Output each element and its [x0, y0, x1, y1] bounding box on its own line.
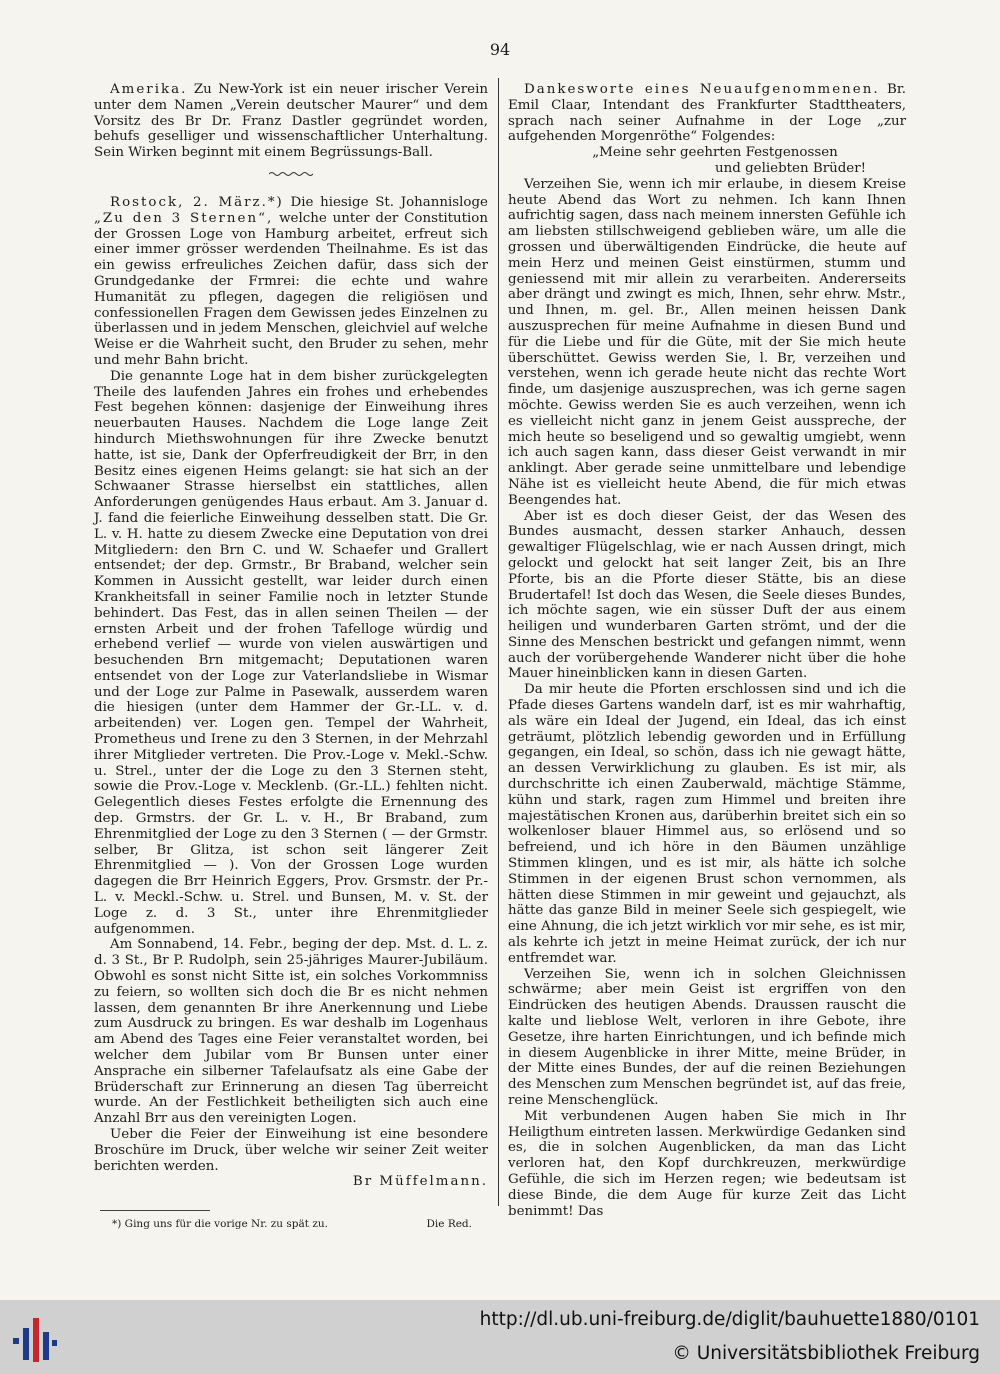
footnote-editor: Die Red. [426, 1218, 472, 1230]
library-footer [0, 1300, 1000, 1374]
article-text: Zu New-York ist ein neuer irischer Verein unter dem Namen „Verein deutscher Maurer“ und dem Vorsitz des Br Dr. Franz Dastler gegründet worden, behufs geselliger und wissenschaftlicher Unterhaltung. Sein Wirken beginnt mit einem Begrüssungs-Ball. [94, 82, 488, 161]
paragraph: Mit verbundenen Augen haben Sie mich in Ihr Heiligthum eintreten lassen. Merkwürdige Gedanken sind es, die in solchen Augenblicken, da man das Licht verloren hat, den Kopf durchkreuzen, merkwürdige Gefühle, die sich im Herzen regen; wie bedeutsam ist diese Binde, die dem Auge für kurze Zeit das Licht benimmt! Das [508, 1108, 906, 1219]
lodge-name: „Zu den 3 Sternen“, [94, 210, 274, 226]
page-number: 94 [489, 40, 511, 59]
paragraph: Aber ist es doch dieser Geist, der das Wesen des Bundes ausmacht, dessen starker Anhauch, dessen gewaltiger Flügelschlag, wie er nach Aussen dringt, mich gelockt und gelockt hat seit langer Zeit, bis an Ihre Pforte, bis an die Pforte dieser Stätte, bis an diese Brudertafel! Ist doch das Wesen, die Seele dieses Bundes, ich möchte sagen, wie ein süsser Duft der aus einem heiligen und wunderbaren Garten strömt, und der die Sinne des Menschen bestrickt und gefangen nimmt, wenn auch der vorübergehende Wanderer nicht über die hohe Mauer hineinblicken kann in diesen Garten. [508, 508, 906, 682]
paragraph: Ueber die Feier der Einweihung ist eine besondere Broschüre im Druck, über welche wir seiner Zeit weiter berichten werden. [94, 1127, 488, 1174]
footnote [112, 1218, 472, 1231]
signature [94, 1174, 488, 1190]
article-text: Br. Emil Claar, Intendant des Frankfurter Stadttheaters, sprach nach seiner Aufnahme in der Loge „zur aufgehenden Morgenröthe“ Folgendes: [508, 82, 907, 145]
paragraph: Am Sonnabend, 14. Febr., beging der dep. Mst. d. L. z. d. 3 St., Br P. Rudolph, sein 25-jähriges Maurer-Jubiläum. Obwohl es sonst nicht Sitte ist, ein solches Vorkommniss zu feiern, so wollten sich doch die Br es nicht nehmen lassen, dem genannten Br ihre Anerkennung und Liebe zum Ausdruck zu bringen. Es war deshalb im Logenhaus am Abend des Tages eine Feier veranstaltet worden, bei welcher dem Jubilar vom Br Bunsen unter einer Ansprache ein silberner Tafelaufsatz als eine Gabe der Brüderschaft zur Erinnerung an diesen Tag überreicht wurde. An der Festlichkeit betheiligten sich auch eine Anzahl Brr aus den vereinigten Logen. [94, 937, 488, 1127]
right-column [508, 82, 906, 1219]
permalink-url[interactable]: http://dl.ub.uni-freiburg.de/diglit/bauhuette1880/0101 [479, 1309, 980, 1330]
greeting-line: „Meine sehr geehrten Festgenossen [592, 145, 838, 161]
greeting-line: und geliebten Brüder! [715, 160, 866, 176]
article-heading: Amerika. [110, 82, 188, 97]
article-heading: Dankesworte eines Neuaufgenommenen. [524, 82, 880, 97]
paragraph: Verzeihen Sie, wenn ich mir erlaube, in diesem Kreise heute Abend das Wort zu nehmen. Ich kann Ihnen aufrichtig sagen, dass nach meinem innersten Gefühle ich am liebsten stillschweigend geblieben wäre, um alle die grossen und überwältigenden Eindrücke, die heute auf mein Herz und meinen Geist einstürmen, stumm und geniessend mit mir allein zu verarbeiten. Andererseits aber drängt und zwingt es mich, Ihnen, sehr ehrw. Mstr., und Ihnen, m. gel. Br., Allen meinen heissen Dank auszusprechen für meine Aufnahme in diesen Bund und für die Liebe und für die Güte, mit der Sie mich heute überschüttet. Gewiss werden Sie, l. Br, verzeihen und verstehen, wenn ich gerade heute nicht das rechte Wort finde, um dasjenige auszusprechen, was ich gerne sagen möchte. Gewiss werden Sie es auch verzeihen, wenn ich es vielleicht nicht ganz in jenem Geist ausspreche, der mich heute so beseligend und so gewaltig umgiebt, wenn ich auch sagen kann, dass dieser Geist verwandt in mir anklingt. Aber gerade seine unmittelbare und lebendige Nähe ist es vielleicht heute Abend, die für mich etwas Beengendes hat. [508, 176, 906, 508]
article-amerika [94, 82, 488, 161]
speech-intro [508, 82, 906, 145]
article-rostock-intro [94, 195, 488, 369]
copyright-notice: © Universitätsbibliothek Freiburg [672, 1343, 980, 1364]
ub-freiburg-logo-icon [10, 1314, 58, 1366]
section-divider-ornament [269, 171, 313, 177]
article-text: Die hiesige St. Johannisloge [290, 194, 488, 210]
paragraph: Verzeihen Sie, wenn ich in solchen Gleichnissen schwärme; aber mein Geist ist ergriffen von den Eindrücken des heutigen Abends. Draussen rauscht die kalte und lieblose Welt, verloren in ihre Gebote, ihre Gesetze, ihre harten Einrichtungen, und ich befinde mich in diesem Augenblicke in ihrer Mitte, meine Brüder, in der Mitte eines Bundes, der auf die reinen Beziehungen des Menschen zum Menschen begründet ist, auf das freie, reine Menschenglück. [508, 966, 906, 1108]
paragraph: Die genannte Loge hat in dem bisher zurückgelegten Theile des laufenden Jahres ein frohes und erhebendes Fest begehen können: dasjenige der Einweihung ihres neuerbauten Hauses. Nachdem die Loge lange Zeit hindurch Miethswohnungen für ihre Zwecke benutzt hatte, ist sie, Dank der Opferfreudigkeit der Brr, in den Besitz eines eigenen Heims gelangt: sie hat sich an der Schwaaner Strasse hierselbst ein stattliches, allen Anforderungen genügendes Haus erbaut. Am 3. Januar d. J. fand die feierliche Einweihung desselben statt. Die Gr. L. v. H. hatte zu diesem Zwecke eine Deputation von drei Mitgliedern: den Brn C. und W. Schaefer und Grallert entsendet; der dep. Grmstr., Br Braband, welcher sein Kommen in Aussicht gestellt, war leider durch einen Krankheitsfall in seiner Familie noch in letzter Stunde behindert. Das Fest, das in allen seinen Theilen — der ernsten Arbeit und der frohen Tafelloge würdig und erhebend verlief — wurde von vielen auswärtigen und besuchenden Brn mitgemacht; Deputationen waren entsendet von der Loge zur Vaterlandsliebe in Wismar und der Loge zur Palme in Pasewalk, ausserdem waren die hiesigen (unter dem Hammer der Gr.-LL. v. d. arbeitenden) ver. Logen gen. Tempel der Wahrheit, Prometheus und Irene zu den 3 Sternen, in der Mehrzahl ihrer Mitglieder vertreten. Die Prov.-Loge v. Mekl.-Schw. u. Strel., unter der die Loge zu den 3 Sternen steht, sowie die Prov.-Loge v. Mecklenb. (Gr.-LL.) fehlten nicht. Gelegentlich dieses Festes erfolgte die Ernennung des dep. Grmstrs. der Gr. L. v. H., Br Braband, zum Ehrenmitglied der Loge zu den 3 Sternen ( — der Grmstr. selber, Br Glitza, ist schon seit längerer Zeit Ehrenmitglied — ). Von der Grossen Loge wurden dagegen die Brr Heinrich Eggers, Prov. Grsmstr. der Pr.-L. v. Meckl.-Schw. u. Strel. und Bunsen, M. v. St. der Loge z. d. 3 St., unter ihre Ehrenmitglieder aufgenommen. [94, 368, 488, 937]
column-divider [498, 78, 499, 1206]
footnote-text: *) Ging uns für die vorige Nr. zu spät zu. [112, 1218, 328, 1230]
left-column [94, 82, 488, 1190]
article-text: welche unter der Constitution der Grossen Loge von Hamburg arbeitet, erfreut sich einer immer grösser werdenden Theilnahme. Es ist das ein gewiss erfreuliches Zeichen dafür, dass sich der Grundgedanke der Frmrei: die echte und wahre Humanität zu pflegen, dagegen die religiösen und confessionellen Fragen dem Gewissen jedes Einzelnen zu überlassen und in jedem Menschen, gleichviel auf welche Weise er die Wahrheit sucht, den Bruder zu sehen, mehr und mehr Bahn bricht. [94, 210, 488, 368]
signature-text: Br Müffelmann. [352, 1174, 488, 1190]
paragraph: Da mir heute die Pforten erschlossen sind und ich die Pfade dieses Gartens wandeln darf, ist es mir wahrhaftig, als wäre ein Ideal der Jugend, ein Ideal, das ich einst geträumt, plötzlich lebendig geworden und in Erfüllung gegangen, ein Ideal, so schön, dass ich nie gewagt hätte, an dessen Verwirklichung zu glauben. Es ist mir, als durchschritte ich einen Zauberwald, mächtige Stämme, kühn und stark, ragen zum Himmel und breiten ihre majestätischen Kronen aus, darüberhin breitet sich ein so wolkenloser blauer Himmel aus, so erlösend und so befreiend, und ich höre in den Bäumen unzählige Stimmen klingen, und es ist mir, als hätte ich solche Stimmen in der eigenen Brust schon vernommen, als hätten diese Stimmen in mir geweint und gejauchzt, als hätte das ganze Bild in meiner Seele sich gespiegelt, wie eine Ahnung, die ich jetzt wirklich vor mir sehe, es ist mir, als kehrte ich jetzt in meine Heimat zurück, der ich nur entfremdet war. [508, 682, 906, 966]
article-heading: Rostock, 2. März.*) [110, 194, 284, 210]
footnote-rule [100, 1210, 210, 1211]
